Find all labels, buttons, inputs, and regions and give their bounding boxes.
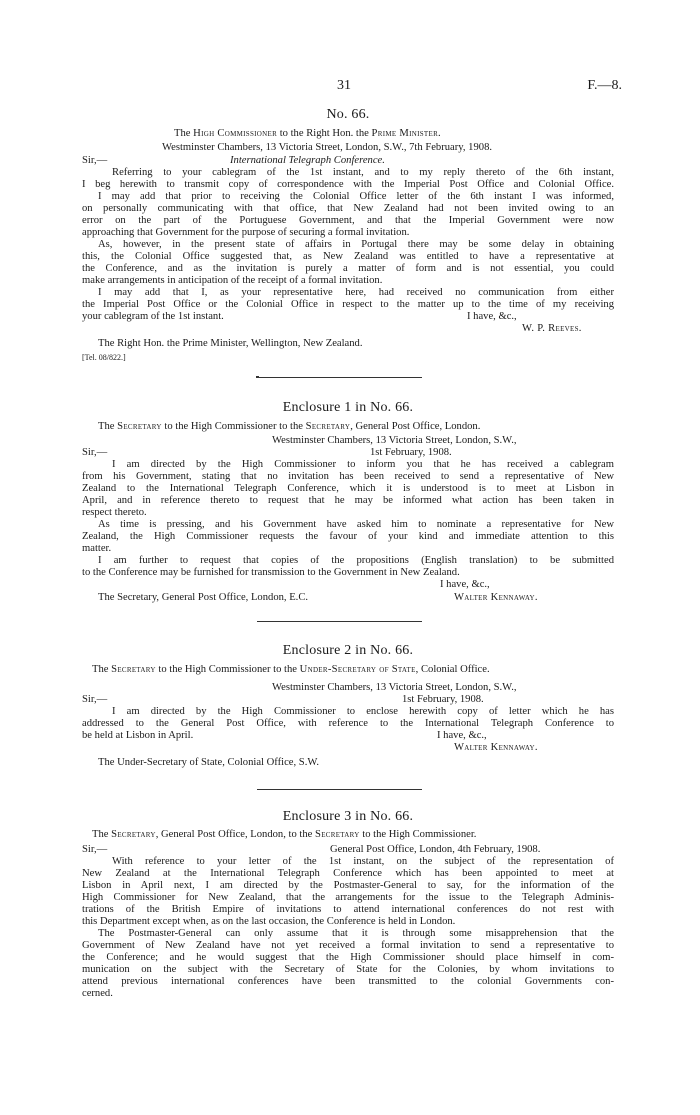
enclosure-2-title: Enclosure 2 in No. 66.: [282, 643, 414, 658]
letter-66-closing: I have, &c.,: [467, 311, 517, 322]
enclosure-1-signature: Walter Kennaway.: [454, 592, 538, 603]
enclosure-2-closing: I have, &c.,: [437, 730, 487, 741]
letter-66-line: your cablegram of the 1st instant.: [82, 311, 224, 322]
page-header: [82, 78, 622, 96]
enclosure-2-salutation: Sir,—: [82, 694, 108, 705]
letter-66-line: make arrangements in anticipation of the receipt of a formal invitation.: [82, 275, 383, 286]
letter-66-topic: International Telegraph Conference.: [230, 155, 385, 166]
section-divider: [257, 621, 422, 622]
enclosure-3-line: The Postmaster-General can only assume that it is through some misapprehension that the: [98, 928, 614, 939]
enclosure-2-line: I am directed by the High Commissioner to enclose herewith copy of letter which he has: [112, 706, 614, 717]
enclosure-1-addressee: The Secretary, General Post Office, London, E.C.: [98, 592, 309, 603]
letter-66-file-ref: [Tel. 08/822.]: [82, 353, 126, 362]
enclosure-3-subtitle: The Secretary, General Post Office, London, to the Secretary to the High Commissioner.: [92, 829, 477, 840]
letter-66-salutation: Sir,—: [82, 155, 108, 166]
enclosure-1-closing: I have, &c.,: [440, 579, 490, 590]
enclosure-1-line: matter.: [82, 543, 112, 554]
letter-66-addressee: The Right Hon. the Prime Minister, Wellington, New Zealand.: [98, 338, 363, 349]
enclosure-1-title: Enclosure 1 in No. 66.: [282, 400, 414, 415]
section-divider: [257, 789, 422, 790]
enclosure-3-line: High Commissioner for New Zealand, that the arrangements for the issue to the Telegraph Adminis-: [82, 892, 614, 903]
enclosure-3-line: this Department except when, as on the last occasion, the Conference is held in London.: [82, 916, 456, 927]
enclosure-3-line: cerned.: [82, 988, 113, 999]
enclosure-3-line: attend previous international conferences have been transmitted to the colonial Governments con-: [82, 976, 614, 987]
enclosure-3-salutation: Sir,—: [82, 844, 108, 855]
enclosure-1-line: Zealand, the High Commissioner requests the favour of your kind and immediate attention to this: [82, 531, 614, 542]
letter-66-line: the Imperial Post Office or the Colonial Office in respect to the matter up to the time of my receiving: [82, 299, 614, 310]
enclosure-1-line: As time is pressing, and his Government have asked him to nominate a representative for New: [98, 519, 614, 530]
enclosure-1-line: Zealand to the International Telegraph Conference, which it is understood is to meet at Lisbon in: [82, 483, 614, 494]
enclosure-3-line: trations of the British Empire of invitations to attend international conferences do not rest with: [82, 904, 614, 915]
enclosure-1-address: Westminster Chambers, 13 Victoria Street, London, S.W.,: [272, 435, 517, 446]
letter-66-line: on personally communicating with that office, that New Zealand had not been invited owing to an: [82, 203, 614, 214]
letter-66-line: I may add that I, as your representative here, had received no communication from either: [98, 287, 614, 298]
enclosure-1-subtitle: The Secretary to the High Commissioner to the Secretary, General Post Office, London.: [98, 421, 481, 432]
letter-66-line: I beg herewith to transmit copy of correspondence with the Imperial Post Office and Colonial Office.: [82, 179, 614, 190]
letter-66-signature: W. P. Reeves.: [522, 323, 582, 334]
enclosure-1-line: I am directed by the High Commissioner to inform you that he has received a cablegram: [112, 459, 614, 470]
letter-66-line: Referring to your cablegram of the 1st instant, and to my reply thereto of the 6th instant,: [112, 167, 614, 178]
enclosure-2-addressee: The Under-Secretary of State, Colonial Office, S.W.: [98, 757, 320, 768]
letter-66-line: approaching that Government for the purpose of securing a formal invitation.: [82, 227, 410, 238]
letter-66-line: As, however, in the present state of affairs in Portugal there may be some delay in obtaining: [98, 239, 614, 250]
enclosure-3-address: General Post Office, London, 4th February, 1908.: [330, 844, 541, 855]
enclosure-3-line: Lisbon in April next, I am directed by the Postmaster-General to say, for the information of the: [82, 880, 614, 891]
page-reference: F.—8.: [587, 78, 622, 93]
letter-66-line: I may add that prior to receiving the Colonial Office letter of the 6th instant I was informed,: [98, 191, 614, 202]
letter-66-address: Westminster Chambers, 13 Victoria Street, London, S.W., 7th February, 1908.: [162, 142, 493, 153]
letter-66-line: error on the part of the Portuguese Government, and that the Imperial Government were now: [82, 215, 614, 226]
enclosure-1-date: 1st February, 1908.: [370, 447, 452, 458]
letter-66-line: this, the Colonial Office suggested that, as New Zealand was entitled to have a representative at: [82, 251, 614, 262]
enclosure-3-line: New Zealand at the International Telegraph Conference which has been appointed to meet at: [82, 868, 614, 879]
enclosure-2-line: addressed to the General Post Office, with reference to the International Telegraph Conference to: [82, 718, 614, 729]
enclosure-2-subtitle: The Secretary to the High Commissioner to the Under-Secretary of State, Colonial Office.: [92, 664, 490, 675]
letter-66-line: the Conference, and as the invitation is purely a matter of form and is not essential, you could: [82, 263, 614, 274]
enclosure-2-line: be held at Lisbon in April.: [82, 730, 194, 741]
section-divider: [257, 377, 422, 378]
enclosure-1-salutation: Sir,—: [82, 447, 108, 458]
enclosure-1-line: April, and in reference thereto to request that he may be informed what action has been taken in: [82, 495, 614, 506]
enclosure-2-date: 1st February, 1908.: [402, 694, 484, 705]
enclosure-1-line: respect thereto.: [82, 507, 147, 518]
enclosure-3-line: the Conference; and he would suggest that the High Commissioner should place himself in com-: [82, 952, 614, 963]
enclosure-1-line: I am further to request that copies of the propositions (English translation) to be submitted: [98, 555, 614, 566]
letter-66-subtitle: The High Commissioner to the Right Hon. the Prime Minister.: [174, 128, 441, 139]
letter-66-title: No. 66.: [326, 107, 370, 122]
page-number: 31: [337, 78, 351, 93]
enclosure-2-address: Westminster Chambers, 13 Victoria Street, London, S.W.,: [272, 682, 517, 693]
enclosure-3-line: munication on the subject with the Secretary of State for the Colonies, by whom invitations to: [82, 964, 614, 975]
enclosure-1-line: from his Government, stating that no invitation has been received to send a representative of New: [82, 471, 614, 482]
enclosure-3-title: Enclosure 3 in No. 66.: [282, 809, 414, 824]
enclosure-1-line: to the Conference may be furnished for transmission to the Government in New Zealand.: [82, 567, 460, 578]
enclosure-3-line: With reference to your letter of the 1st instant, on the subject of the representation of: [112, 856, 614, 867]
enclosure-2-signature: Walter Kennaway.: [454, 742, 538, 753]
enclosure-3-line: Government of New Zealand have not yet received a formal invitation to send a representative to: [82, 940, 614, 951]
